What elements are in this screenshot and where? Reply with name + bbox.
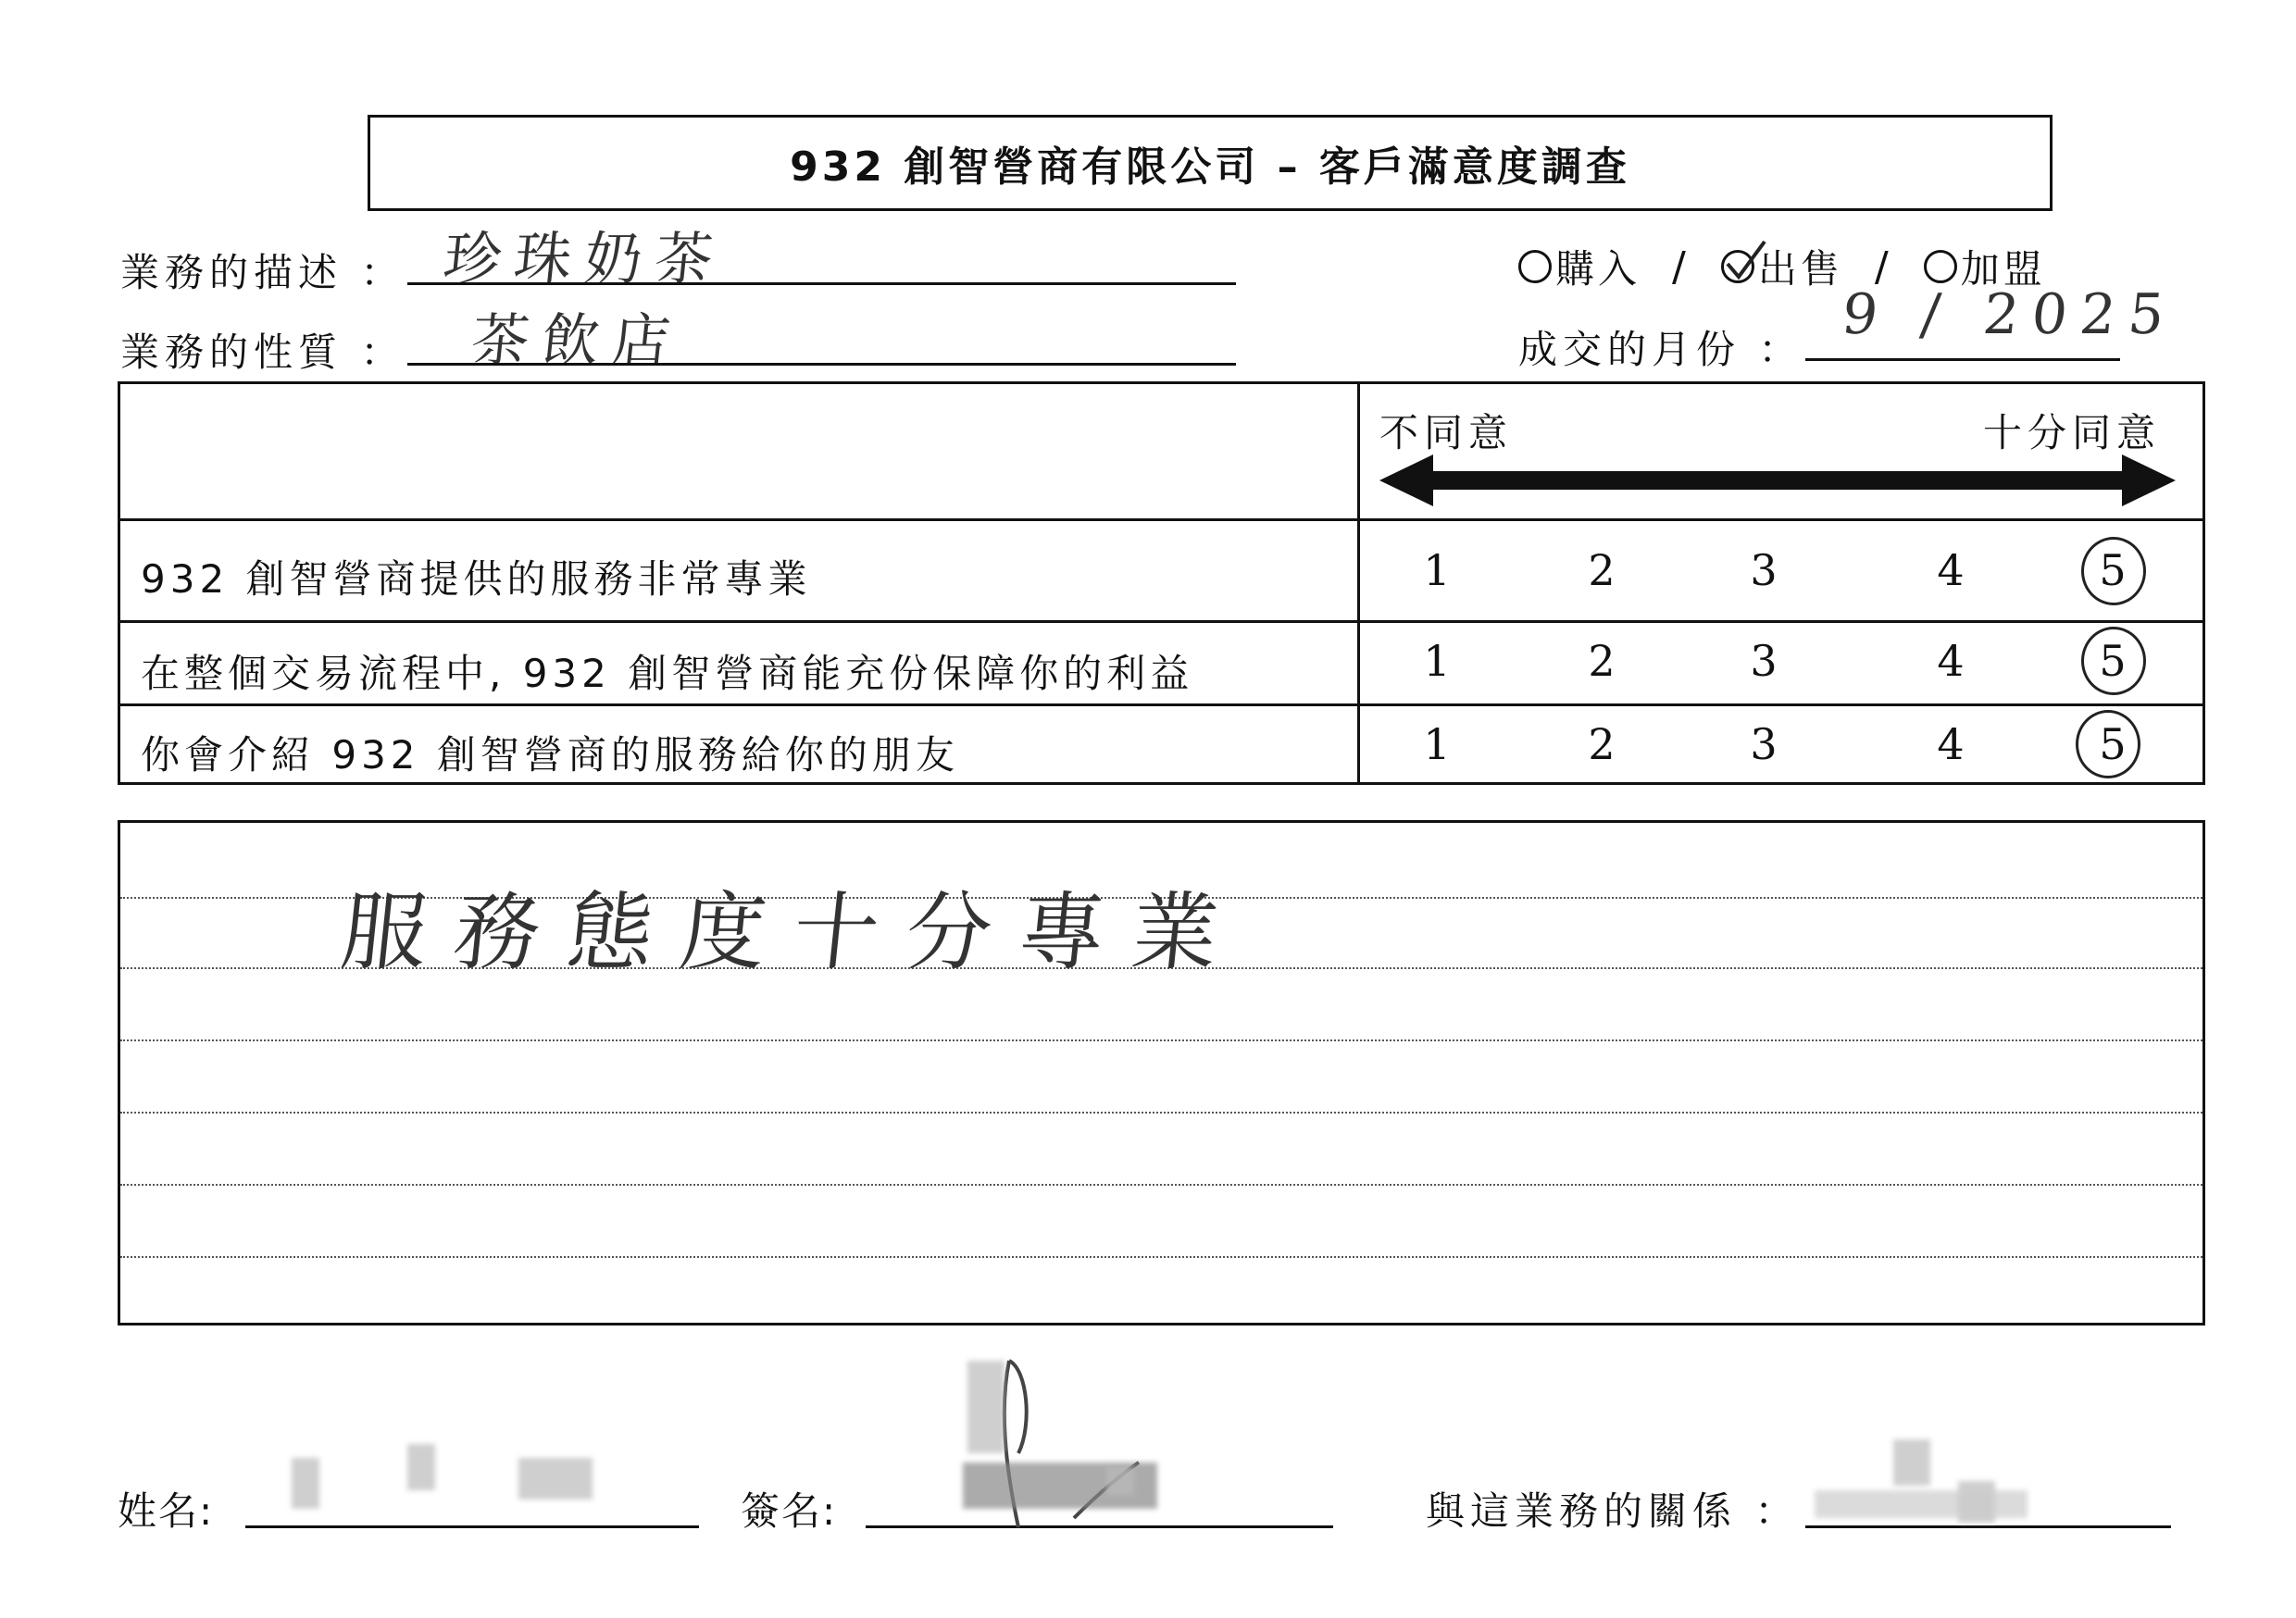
option-buy-label: 購入 [1555, 246, 1641, 292]
rating-4-option[interactable]: 4 [1937, 719, 1965, 769]
nature-label: 業務的性質 ： [120, 330, 406, 375]
redacted-signature-block [1106, 1467, 1134, 1495]
name-underline[interactable] [245, 1525, 699, 1528]
rating-4-option[interactable]: 4 [1937, 545, 1965, 595]
option-sell-radio[interactable] [1721, 250, 1754, 283]
rating-1-option[interactable]: 1 [1423, 636, 1451, 686]
rating-1-option[interactable]: 1 [1423, 719, 1451, 769]
option-separator: / [1672, 243, 1690, 291]
comment-rule-line [120, 1112, 2202, 1114]
comment-box[interactable] [118, 820, 2205, 1326]
description-underline [407, 282, 1236, 285]
redacted-signature-block [967, 1361, 1004, 1453]
table-column-divider [1357, 384, 1360, 782]
month-underline [1805, 358, 2120, 361]
survey-table [118, 381, 2205, 785]
month-label: 成交的月份 ： [1518, 327, 1803, 372]
scale-agree-label: 十分同意 [1983, 410, 2162, 455]
rating-3-option[interactable]: 3 [1750, 719, 1778, 769]
question-3-text: 你會介紹 932 創智營商的服務給你的朋友 [141, 732, 959, 778]
survey-title: 932 創智營商有限公司 – 客戶滿意度調查 [368, 115, 2053, 211]
scale-double-arrow-icon [1379, 451, 2176, 510]
selected-rating-circle [2081, 627, 2146, 695]
signature-label: 簽名: [741, 1488, 838, 1534]
table-row-divider [120, 620, 2202, 623]
description-label: 業務的描述 ： [120, 250, 406, 295]
rating-1-option[interactable]: 1 [1423, 545, 1451, 595]
rating-4-option[interactable]: 4 [1937, 636, 1965, 686]
month-value[interactable]: 9 / 2025 [1839, 282, 2180, 347]
check-mark-icon [1722, 240, 1768, 282]
rating-5-option[interactable]: 5 [2099, 636, 2127, 686]
scale-disagree-label: 不同意 [1379, 410, 1514, 455]
rating-5-option[interactable]: 5 [2099, 719, 2127, 769]
rating-2-option[interactable]: 2 [1588, 719, 1616, 769]
nature-underline [407, 363, 1236, 366]
table-row-divider [120, 703, 2202, 706]
relation-label: 與這業務的關係 ： [1426, 1488, 1800, 1534]
option-buy-radio[interactable] [1518, 250, 1552, 283]
question-1-text: 932 創智營商提供的服務非常專業 [141, 556, 812, 602]
rating-2-option[interactable]: 2 [1588, 545, 1616, 595]
nature-value[interactable]: 茶飲店 [468, 306, 687, 374]
comment-text: 服務態度十分專業 [336, 883, 1251, 982]
comment-rule-line [120, 1039, 2202, 1041]
comment-rule-line [120, 1256, 2202, 1258]
name-label: 姓名: [118, 1488, 215, 1534]
option-franchise-radio[interactable] [1924, 250, 1957, 283]
redacted-relation-block [1893, 1439, 1930, 1486]
selected-rating-circle [2076, 710, 2140, 778]
redacted-name-block [292, 1458, 319, 1509]
rating-5-option[interactable]: 5 [2099, 545, 2127, 595]
rating-2-option[interactable]: 2 [1588, 636, 1616, 686]
redacted-name-block [407, 1444, 435, 1490]
question-2-text: 在整個交易流程中, 932 創智營商能充份保障你的利益 [141, 651, 1194, 696]
selected-rating-circle [2081, 537, 2146, 605]
rating-3-option[interactable]: 3 [1750, 545, 1778, 595]
comment-rule-line [120, 1184, 2202, 1186]
relation-underline[interactable] [1805, 1525, 2171, 1528]
option-franchise-label: 加盟 [1960, 246, 2046, 292]
table-row-divider [120, 518, 2202, 521]
redacted-relation-block [1815, 1490, 2028, 1518]
option-separator: / [1874, 243, 1892, 291]
redacted-name-block [518, 1458, 593, 1500]
description-value[interactable]: 珍珠奶茶 [440, 225, 730, 292]
option-sell-label: 出售 [1757, 246, 1843, 292]
rating-3-option[interactable]: 3 [1750, 636, 1778, 686]
